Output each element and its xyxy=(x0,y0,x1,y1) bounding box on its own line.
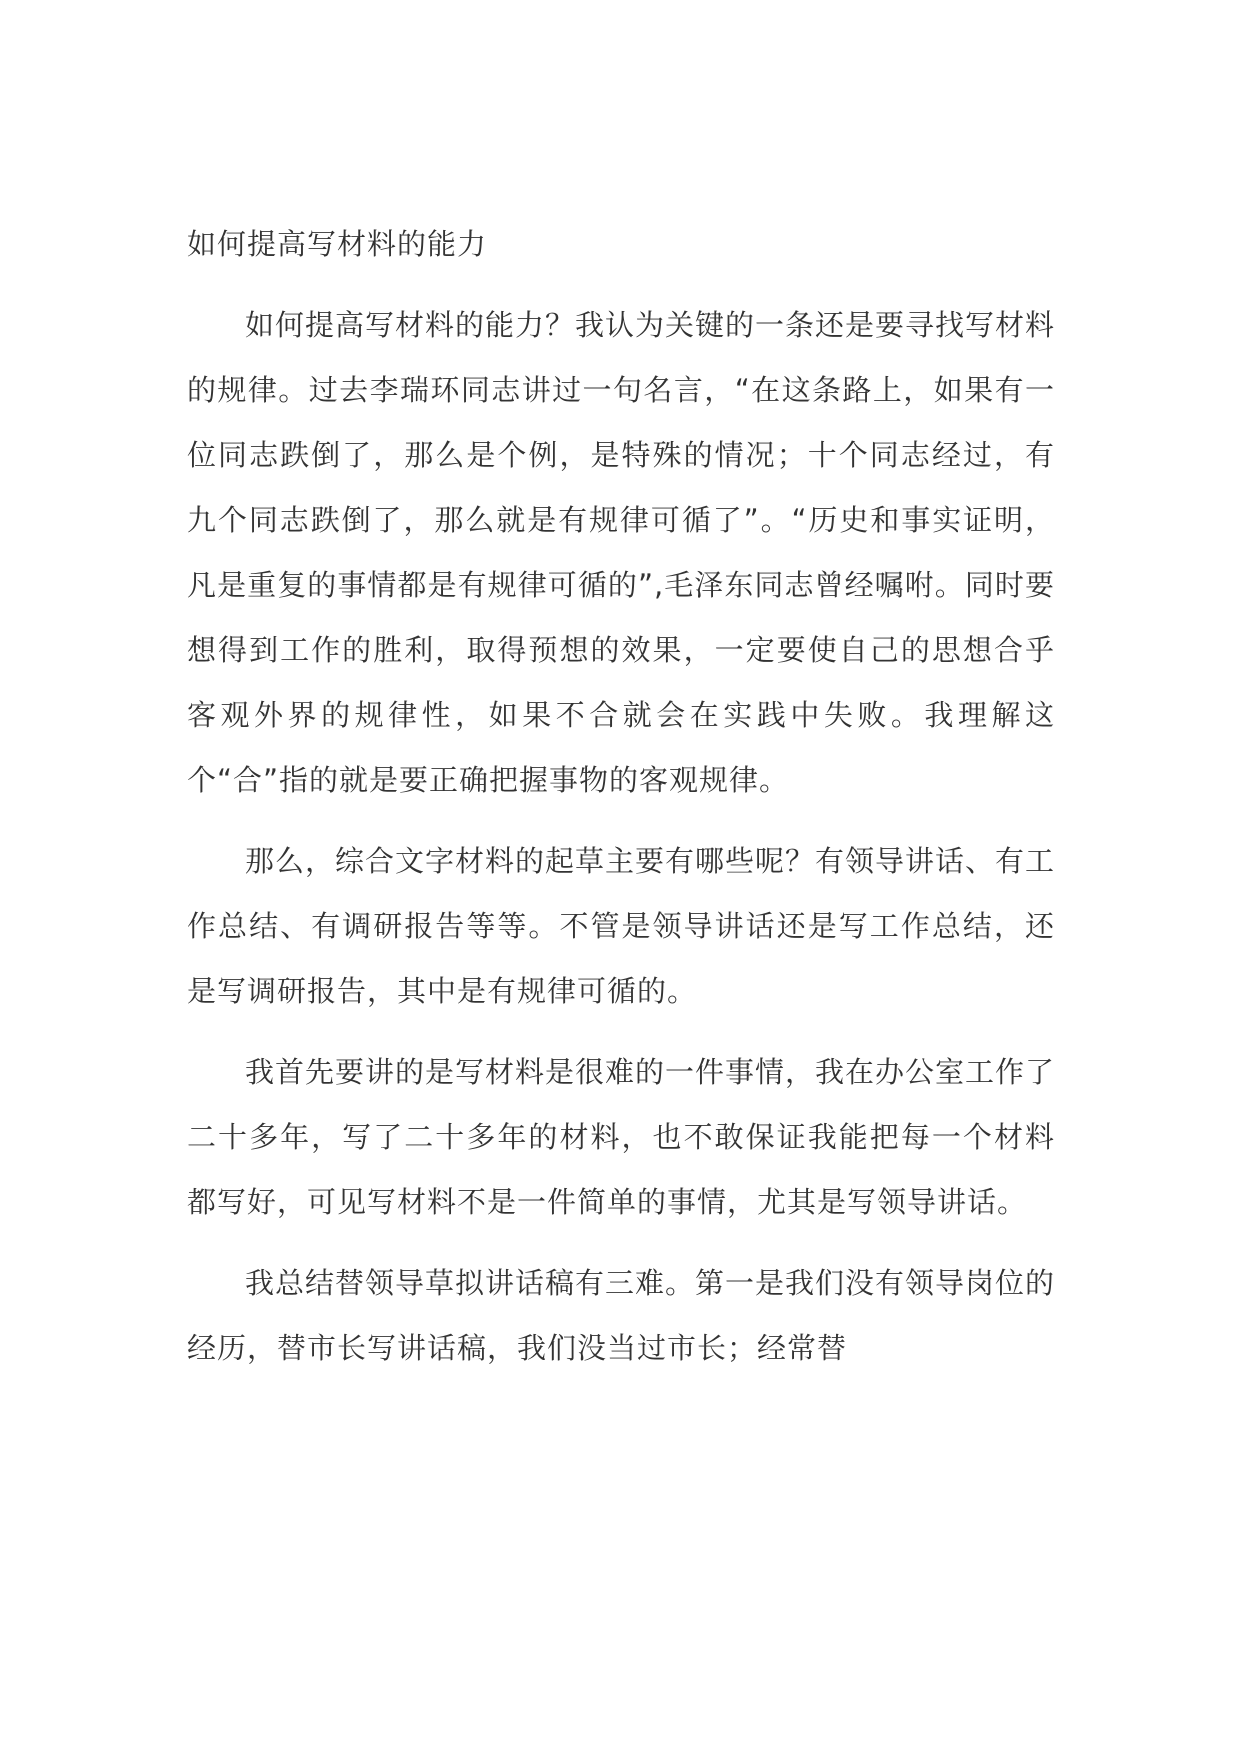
document-body xyxy=(187,212,1055,1397)
paragraph-3: 我首先要讲的是写材料是很难的一件事情，我在办公室工作了二十多年，写了二十多年的材料，也不敢保证我能把每一个材料都写好，可见写材料不是一件简单的事情，尤其是写领导讲话。 xyxy=(187,1055,1056,1219)
paragraph-1: 如何提高写材料的能力？我认为关键的一条还是要寻找写材料的规律。过去李瑞环同志讲过一句名言，“在这条路上，如果有一位同志跌倒了，那么是个例，是特殊的情况；十个同志经过，有九个同志跌倒了，那么就是有规律可循了”。“历史和事实证明，凡是重复的事情都是有规律可循的”,毛泽东同志曾经嘱咐。同时要想得到工作的胜利，取得预想的效果，一定要使自己的思想合乎客观外界的规律性，如果不合就会在实践中失败。我理解这个“合”指的就是要正确把握事物的客观规律。 xyxy=(187,308,1056,797)
paragraph-2: 那么，综合文字材料的起草主要有哪些呢？有领导讲话、有工作总结、有调研报告等等。不管是领导讲话还是写工作总结，还是写调研报告，其中是有规律可循的。 xyxy=(187,844,1056,1008)
paragraph-4: 我总结替领导草拟讲话稿有三难。第一是我们没有领导岗位的经历，替市长写讲话稿，我们没当过市长；经常替 xyxy=(187,1266,1056,1365)
document-title: 如何提高写材料的能力 xyxy=(187,227,488,261)
